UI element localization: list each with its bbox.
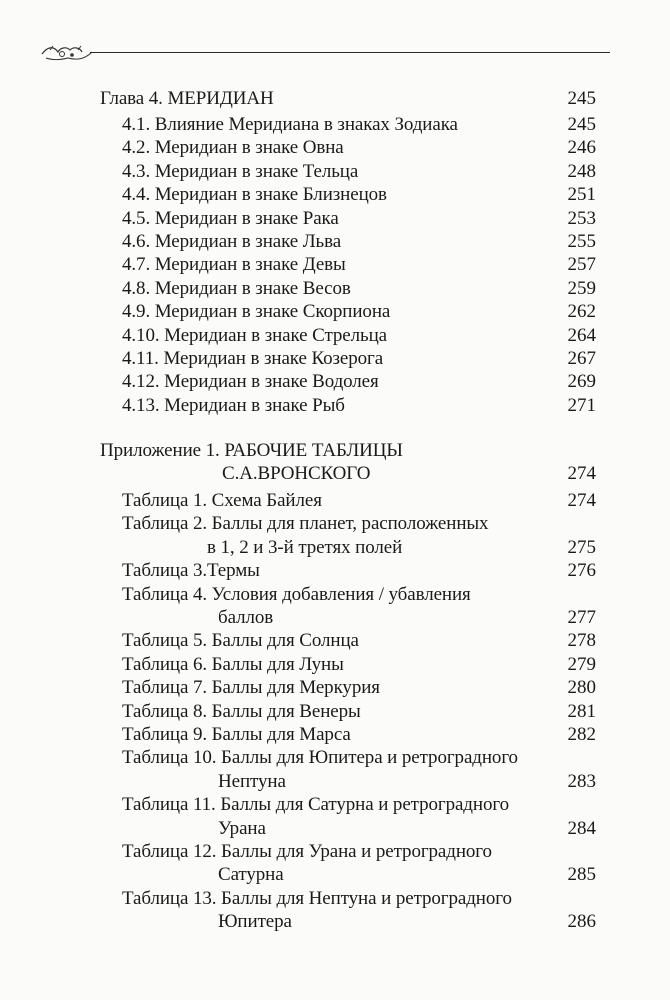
toc-item-page: 269 [567,371,596,392]
toc-item-page: 251 [567,184,596,205]
toc-item-label: 4.12. Меридиан в знаке Водолея [122,371,379,392]
toc-item-label: 4.3. Меридиан в знаке Тельца [122,161,359,182]
table-entry-continuation: Урана [218,818,266,839]
toc-item-label: 4.4. Меридиан в знаке Близнецов [122,184,387,205]
toc-item-label: 4.6. Меридиан в знаке Льва [122,231,342,252]
toc-item-page: 245 [567,114,596,135]
toc-item-page: 257 [567,254,596,275]
chapter-page: 245 [567,88,596,109]
header-rule [90,52,610,53]
ornament-icon [38,38,94,66]
toc-item-label: 4.11. Меридиан в знаке Козерога [122,348,384,369]
toc-item-label: 4.2. Меридиан в знаке Овна [122,137,344,158]
toc-item-page: 248 [567,161,596,182]
toc-item-page: 262 [567,301,596,322]
table-entry-title: Таблица 12. Баллы для Урана и ретроградного [122,841,492,862]
table-entry-title: Таблица 13. Баллы для Нептуна и ретроградного [122,888,512,909]
toc-item-label: 4.7. Меридиан в знаке Девы [122,254,346,275]
table-entry-page: 278 [567,630,596,651]
table-entry-title: Таблица 8. Баллы для Венеры [122,701,361,722]
table-entry-page: 284 [567,818,596,839]
table-entry-page: 275 [567,537,596,558]
table-entry-page: 285 [567,864,596,885]
table-entry-title: Таблица 6. Баллы для Луны [122,654,344,675]
toc-item-page: 264 [567,325,596,346]
table-entry-page: 281 [567,701,596,722]
table-entry-page: 283 [567,771,596,792]
toc-item-page: 259 [567,278,596,299]
table-entry-title: Таблица 1. Схема Байлея [122,490,322,511]
table-entry-title: Таблица 10. Баллы для Юпитера и ретроградного [122,747,518,768]
table-entry-continuation: Сатурна [218,864,284,885]
table-entry-page: 277 [567,607,596,628]
toc-item-page: 267 [567,348,596,369]
appendix-subtitle: С.А.ВРОНСКОГО [222,463,371,484]
table-entry-continuation: в 1, 2 и 3-й третях полей [207,537,403,558]
table-entry-page: 286 [567,911,596,932]
appendix-title: Приложение 1. РАБОЧИЕ ТАБЛИЦЫ [100,440,403,461]
toc-item-label: 4.9. Меридиан в знаке Скорпиона [122,301,391,322]
table-entry-continuation: Юпитера [218,911,292,932]
table-entry-title: Таблица 9. Баллы для Марса [122,724,351,745]
appendix-page: 274 [567,463,596,484]
toc-item-page: 271 [567,395,596,416]
toc-item-label: 4.1. Влияние Меридиана в знаках Зодиака [122,114,458,135]
toc-item-page: 246 [567,137,596,158]
table-entry-title: Таблица 3.Термы [122,560,260,581]
table-entry-title: Таблица 7. Баллы для Меркурия [122,677,380,698]
table-entry-continuation: Нептуна [218,771,286,792]
table-entry-page: 282 [567,724,596,745]
table-entry-page: 279 [567,654,596,675]
toc-item-label: 4.13. Меридиан в знаке Рыб [122,395,345,416]
table-entry-title: Таблица 11. Баллы для Сатурна и ретроградного [122,794,509,815]
toc-item-page: 253 [567,208,596,229]
table-entry-page: 274 [567,490,596,511]
table-entry-title: Таблица 4. Условия добавления / убавления [122,584,471,605]
toc-item-label: 4.8. Меридиан в знаке Весов [122,278,351,299]
table-entry-title: Таблица 2. Баллы для планет, расположенных [122,513,489,534]
table-entry-page: 280 [567,677,596,698]
toc-item-page: 255 [567,231,596,252]
chapter-title: Глава 4. МЕРИДИАН [100,88,274,109]
table-entry-page: 276 [567,560,596,581]
toc-item-label: 4.5. Меридиан в знаке Рака [122,208,339,229]
toc-item-label: 4.10. Меридиан в знаке Стрельца [122,325,387,346]
table-entry-title: Таблица 5. Баллы для Солнца [122,630,359,651]
table-entry-continuation: баллов [218,607,274,628]
